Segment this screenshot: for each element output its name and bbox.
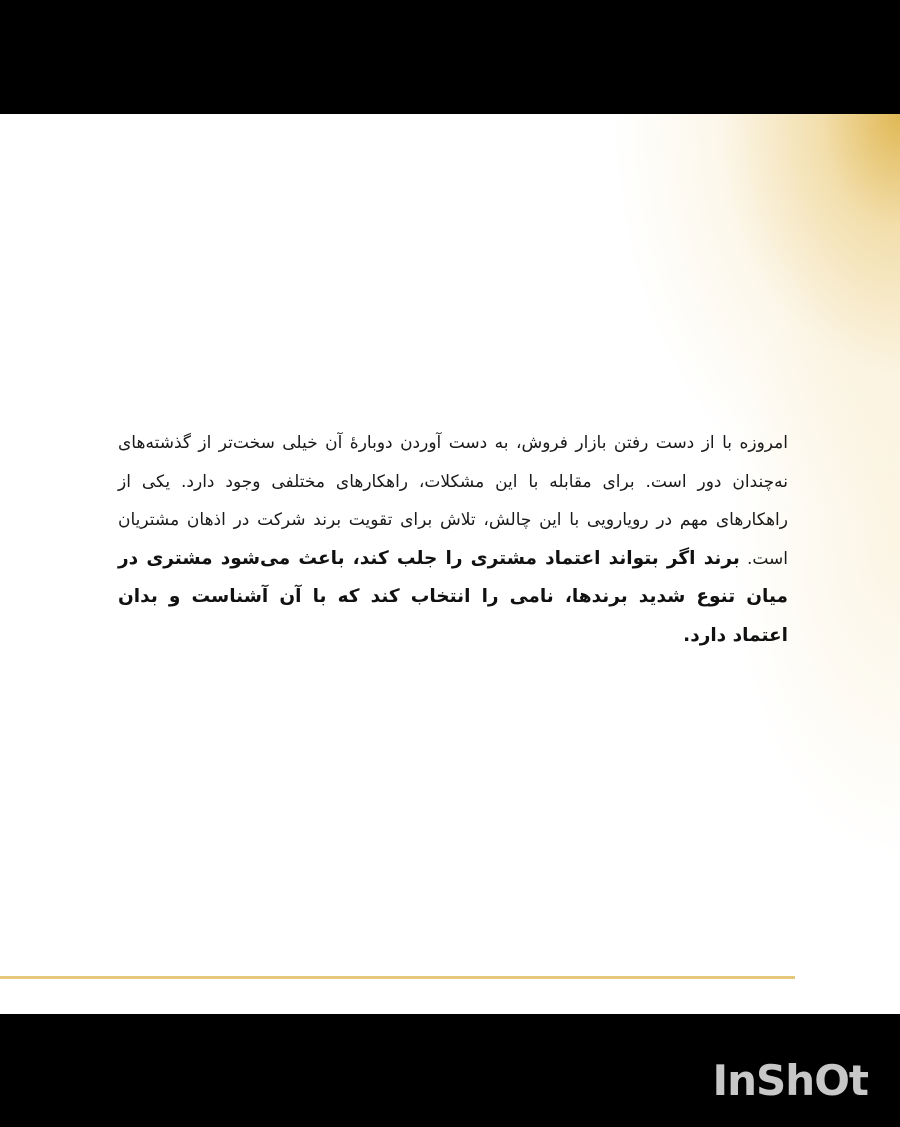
article-highlight-text: برند اگر بتواند اعتماد مشتری را جلب کند، باعث می‌شود مشتری در میان تنوع شدید برندها، نامی را انتخاب کند که با آن آشناست و بدان اعتماد دارد. [118, 547, 788, 646]
bottom-letterbox-bar [0, 1014, 900, 1127]
content-slide [0, 114, 900, 1014]
article-normal-text: امروزه با از دست رفتن بازار فروش، به دست آوردن دوبارهٔ آن خیلی سخت‌تر از گذشته‌های نه‌چندان دور است. برای مقابله با این مشکلات، راهکارهای مختلفی وجود دارد. یکی از راهکارهای مهم در رویارویی با این چالش، تلاش برای تقویت برند شرکت در اذهان مشتریان است. [118, 433, 789, 569]
article-paragraph [118, 424, 788, 655]
top-letterbox-bar [0, 0, 900, 114]
inshot-watermark-logo: InShOt [712, 1056, 868, 1105]
gold-divider-line [0, 976, 795, 979]
